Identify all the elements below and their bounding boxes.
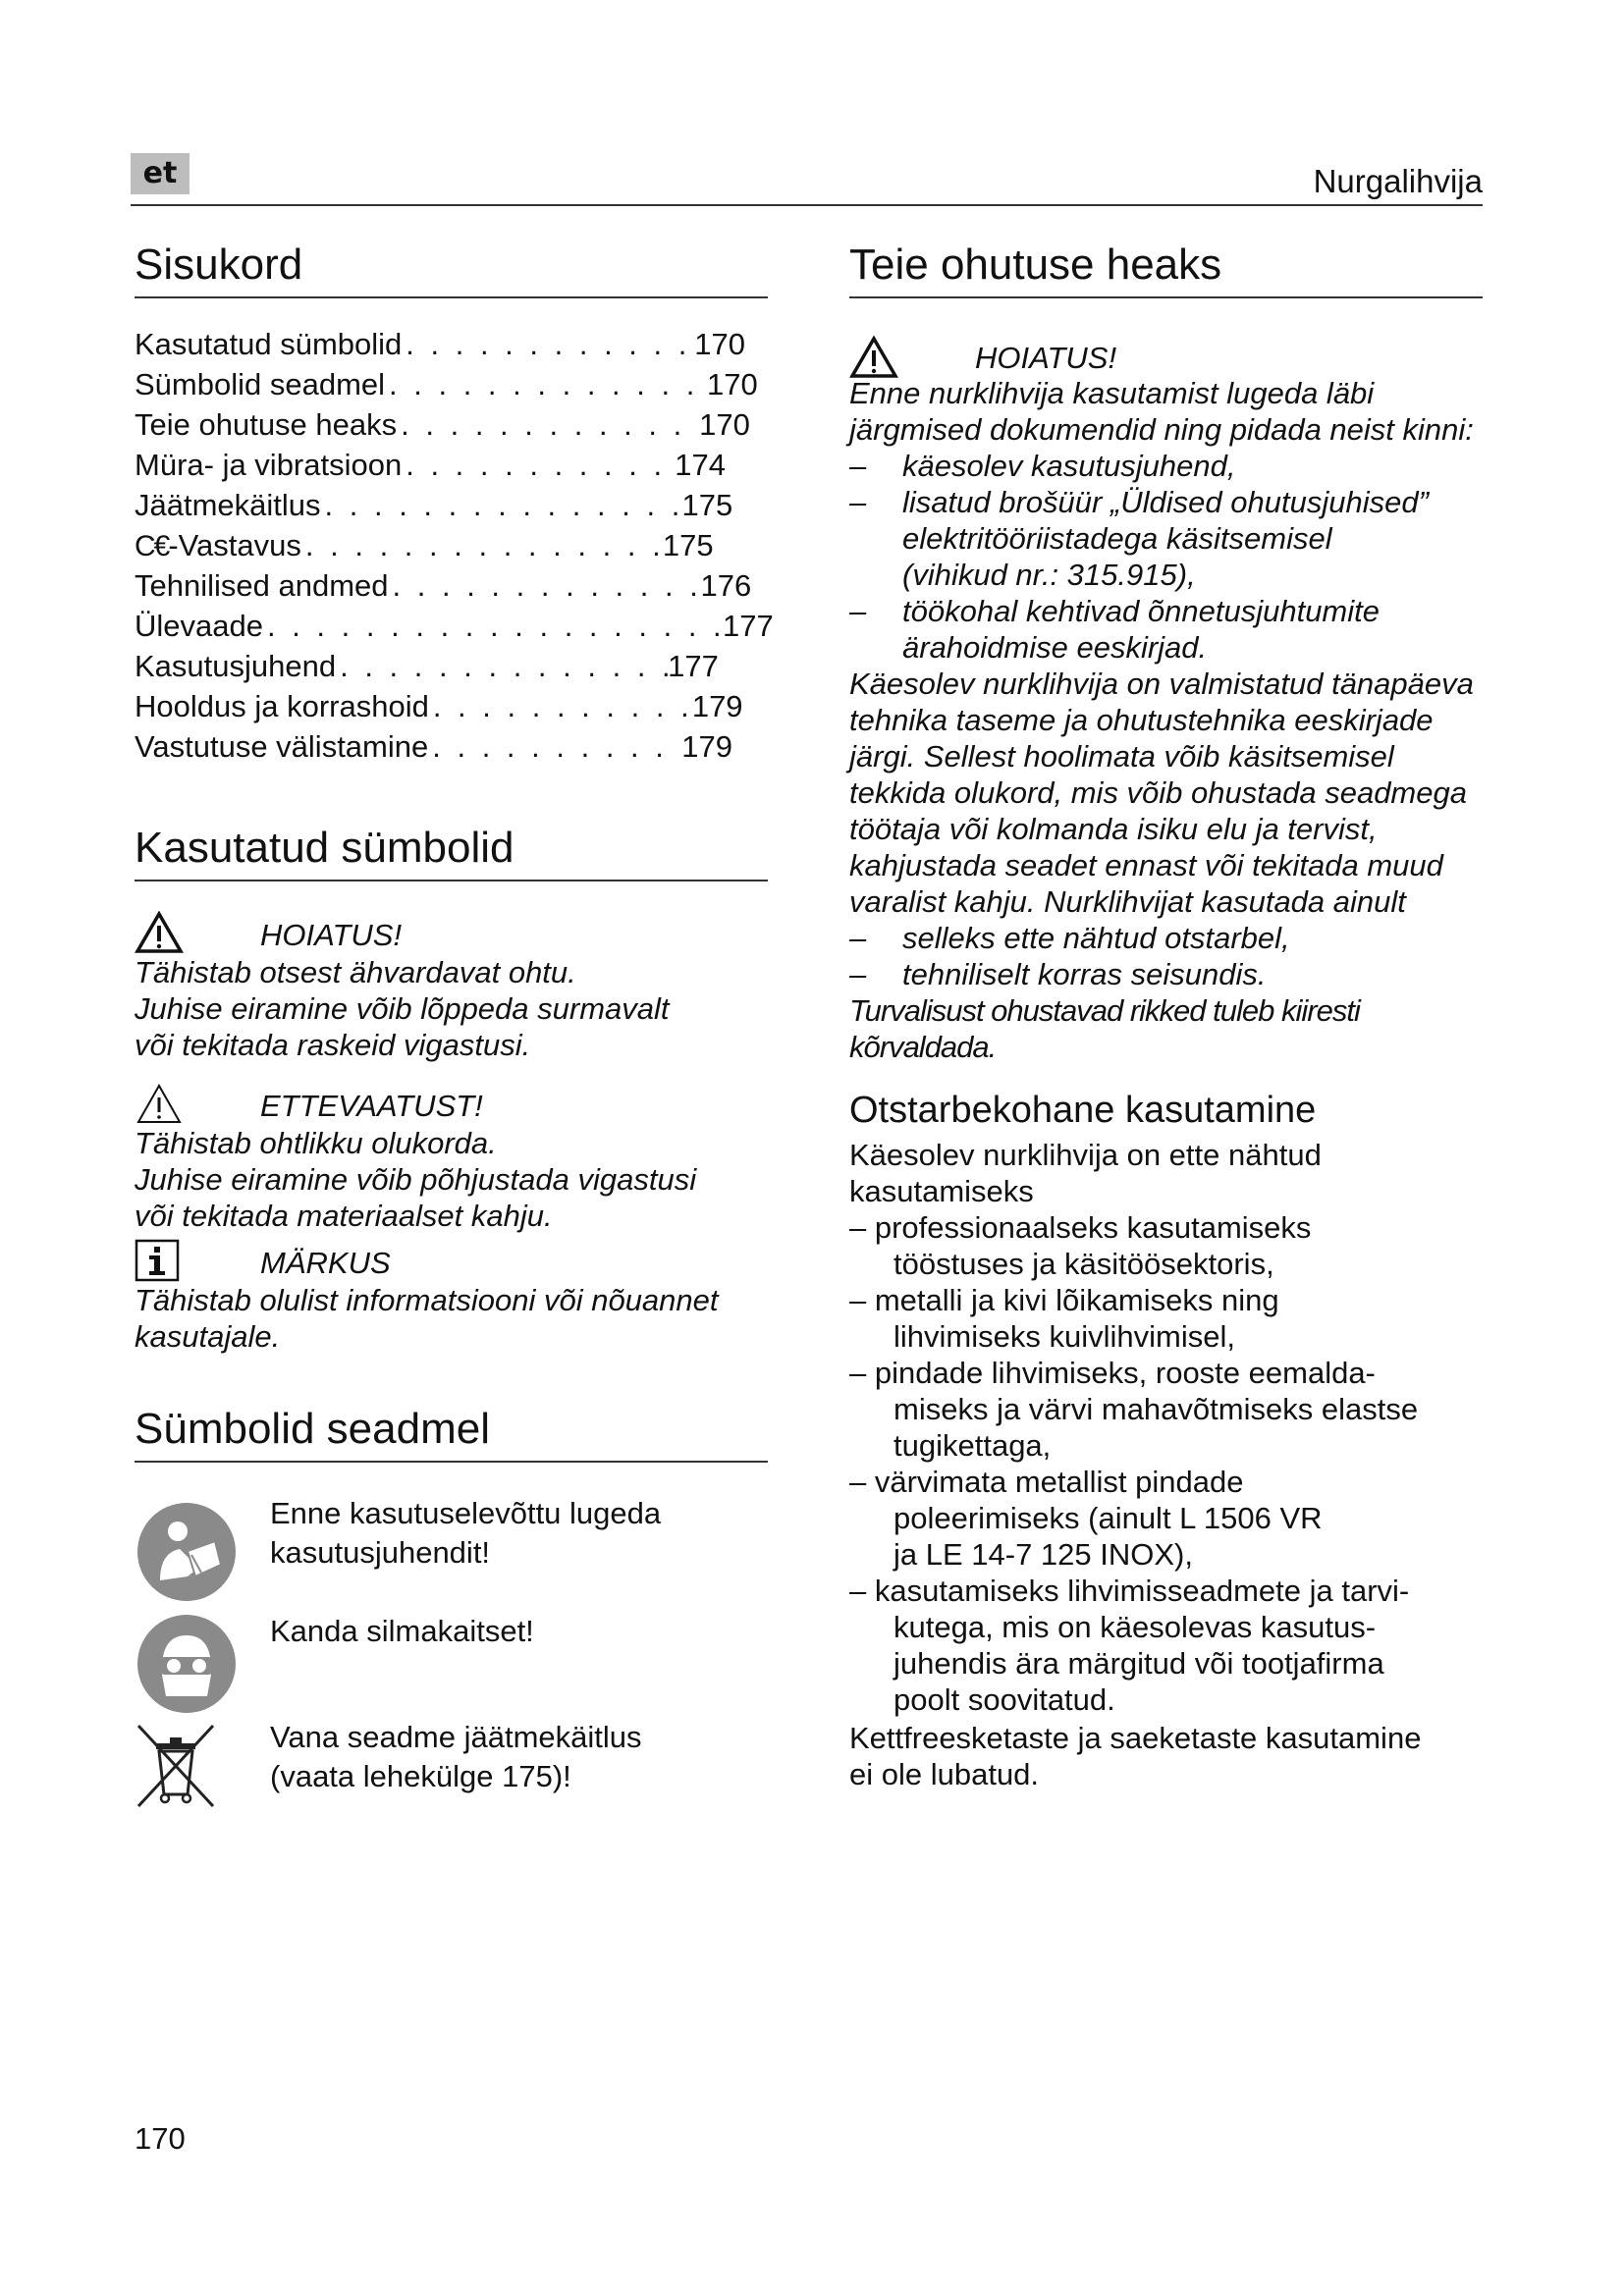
warning-line: või tekitada raskeid vigastusi. (135, 1028, 531, 1062)
caution-block (135, 1082, 802, 1234)
intended-use-item: – pindade lihvimiseks, rooste eemalda- miseks ja värvi mahavõtmiseks elastse tugikettaga, (849, 1356, 1419, 1463)
caution-word: ETTEVAATUST! (260, 1089, 483, 1123)
intended-use-section: Käesolev nurklihvija on ette nähtud kasutamiseks – professionaalseks kasutamiseks tööstuses ja käsitöösektoris, – metalli ja kivi lõikamiseks ning lihvimiseks kuivlihvimisel, – pindade lihvimiseks, rooste eemalda- miseks ja värvi mahavõtmiseks elastse tugikettaga, – värvimata metallist pindade poleerimiseks (ainult L 1506 VR ja LE 14-7 125 INOX), – kasutamiseks lihvimisseadmete ja tarvi- kutega, mis on käesolevas kasutus- juhendis ära märgitud või tootjafirma poolt soovitatud. Kettfreesketaste ja saeketaste kasutamine ei ole lubatud. (849, 1137, 1497, 1792)
caution-line: või tekitada materiaalset kahju. (135, 1199, 553, 1233)
toc-entry[interactable]: Kasutatud sümbolid . . . 170 (135, 324, 783, 364)
caution-triangle-icon (135, 1082, 184, 1125)
toc-entry[interactable]: Tehnilised andmed . . . 176 (135, 565, 783, 606)
toc-title: Sisukord (135, 240, 768, 298)
note-block (135, 1239, 802, 1355)
toc-entry[interactable]: Sümbolid seadmel . . . 170 (135, 364, 783, 404)
caution-line: Tähistab ohtlikku olukorda. (135, 1126, 497, 1160)
safety-title: Teie ohutuse heaks (849, 240, 1483, 298)
table-of-contents (135, 324, 783, 767)
header-rule (131, 204, 1483, 206)
warning-word: HOIATUS! (260, 918, 403, 952)
device-symbol-eye-protection: Kanda silmakaitset! (135, 1612, 773, 1720)
safety-condition-item: – selleks ette nähtud otstarbel, (849, 921, 1290, 955)
safety-doc-item: – lisatud brošüür „Üldised ohutusjuhised” elektritööriistadega käsitsemisel (vihikud nr.: 315.915), (849, 485, 1429, 592)
toc-entry[interactable]: Teie ohutuse heaks . . . 170 (135, 404, 783, 445)
note-line: kasutajale. (135, 1319, 281, 1354)
eye-protection-icon (136, 1614, 237, 1714)
caution-line: Juhise eiramine võib põhjustada vigastusi (135, 1162, 697, 1197)
document-title: Nurgalihvija (1313, 163, 1483, 199)
crossed-bin-icon (135, 1722, 217, 1810)
toc-entry[interactable]: C€-Vastavus . . . 175 (135, 525, 783, 565)
safety-condition-item: – tehniliselt korras seisundis. (849, 957, 1267, 991)
toc-entry[interactable]: Vastutuse välistamine . . . 179 (135, 726, 783, 767)
device-symbol-disposal: Vana seadme jäätmekäitlus (vaata lehekülge 175)! (135, 1718, 773, 1826)
ce-mark-icon: C€ (135, 530, 169, 562)
toc-entry[interactable]: Ülevaade . . . 177 (135, 606, 783, 646)
safety-doc-item: – käesolev kasutusjuhend, (849, 449, 1236, 483)
note-line: Tähistab olulist informatsiooni või nõuannet (135, 1283, 719, 1317)
info-icon (135, 1239, 180, 1282)
page-number: 170 (135, 2121, 186, 2156)
device-symbols-title: Sümbolid seadmel (135, 1404, 768, 1463)
note-word: MÄRKUS (260, 1246, 391, 1280)
device-symbol-read-manual: Enne kasutuselevõttu lugeda kasutusjuhendit! (135, 1494, 773, 1602)
toc-entry[interactable]: Hooldus ja korrashoid . . . 179 (135, 686, 783, 726)
toc-entry[interactable]: Müra- ja vibratsioon . . . 174 (135, 445, 783, 485)
symbols-title: Kasutatud sümbolid (135, 823, 768, 881)
toc-entry[interactable]: Jäätmekäitlus . . . 175 (135, 485, 783, 525)
warning-triangle-icon (135, 911, 184, 954)
warning-block (135, 911, 802, 1063)
safety-warning-word: HOIATUS! (975, 341, 1117, 375)
warning-line: Tähistab otsest ähvardavat ohtu. (135, 955, 576, 989)
read-manual-icon (136, 1502, 237, 1602)
warning-line: Juhise eiramine võib lõppeda surmavalt (135, 991, 670, 1026)
safety-doc-item: – töökohal kehtivad õnnetusjuhtumite ärahoidmise eeskirjad. (849, 594, 1380, 665)
language-badge: et (131, 153, 189, 194)
warning-triangle-icon (849, 336, 898, 379)
intended-use-item: – metalli ja kivi lõikamiseks ning lihvimiseks kuivlihvimisel, (849, 1283, 1279, 1354)
intended-use-item: – kasutamiseks lihvimisseadmete ja tarvi- kutega, mis on käesolevas kasutus- juhendis ära märgitud või tootjafirma poolt soovitatud. (849, 1574, 1410, 1717)
toc-entry[interactable]: Kasutusjuhend . . . 177 (135, 646, 783, 686)
intended-use-item: – värvimata metallist pindade poleerimiseks (ainult L 1506 VR ja LE 14-7 125 INOX), (849, 1465, 1323, 1572)
safety-section: HOIATUS! Enne nurklihvija kasutamist lugeda läbi järgmised dokumendid ning pidada neist kinni: – käesolev kasutusjuhend, – lisatud brošüür „Üldised ohutusjuhised” elektritööriistadega käsitsemisel (vihikud nr.: 315.915), – töökohal kehtivad õnnetusjuhtumite ärahoidmise eeskirjad. Käesolev nurklihvija on valmistatud tänapäeva tehnika taseme ja ohutustehnika eeskirjade järgi. Sellest hoolimata võib käsitsemisel tekkida olukord, mis võib ohustada seadmega töötaja või kolmanda isiku elu ja tervist, kahjustada seadet ennast või tekitada muud varalist kahju. Nurklihvijat kasutada ainult – selleks ette nähtud otstarbel, – tehniliselt korras seisundis. Turvalisust ohustavad rikked tuleb kiiresti kõrvaldada. (849, 336, 1497, 1065)
intended-use-title: Otstarbekohane kasutamine (849, 1090, 1317, 1131)
intended-use-item: – professionaalseks kasutamiseks tööstuses ja käsitöösektoris, (849, 1210, 1312, 1281)
